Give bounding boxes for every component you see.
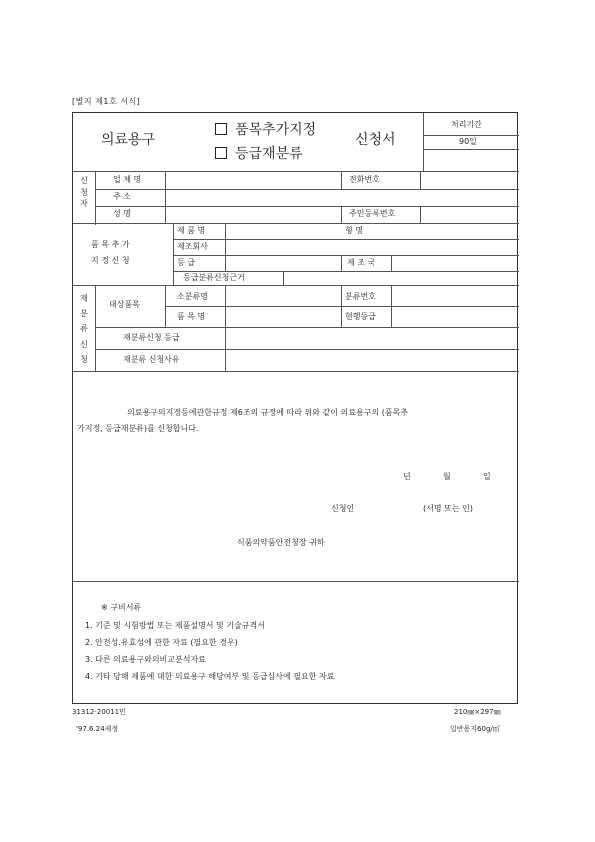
addressee: 식품의약품안전청장 귀하 bbox=[237, 538, 325, 547]
form-title-main: 의료용구 bbox=[101, 132, 156, 148]
paper-type: 일반용지60g/㎡ bbox=[450, 725, 500, 733]
form-code: 31312-20011민 bbox=[72, 708, 126, 716]
product-name-label: 제 품 명 bbox=[177, 226, 206, 235]
item-addition-label-1: 품 목 추 가 bbox=[91, 240, 130, 249]
target-item-label: 대상품목 bbox=[109, 300, 140, 309]
statement-line-1: 의료용구의지정등에관한규정 제6조의 규정에 따라 위와 같이 의료용구의 (품목추 bbox=[127, 408, 409, 417]
statement-line-2: 가지정, 등급재분류)를 신청합니다. bbox=[77, 424, 199, 433]
reclassification-reason-label: 재분류 신청사유 bbox=[123, 355, 180, 364]
form-number-label: [별지 제1호 서식] bbox=[72, 97, 141, 106]
document-item: 1. 기준 및 시험방법 또는 제품설명서 및 기술규격서 bbox=[85, 621, 265, 630]
phone-label: 전화번호 bbox=[349, 175, 380, 184]
option-item-addition[interactable]: 품목추가지정 bbox=[215, 123, 316, 137]
current-grade-label: 현행등급 bbox=[345, 312, 376, 321]
documents-heading: ※ 구비서류 bbox=[101, 603, 142, 612]
grade-basis-label: 등급분류신청근거 bbox=[183, 273, 245, 282]
paper-size: 210㎜×297㎜ bbox=[454, 708, 501, 716]
requested-grade-label: 재분류신청 등급 bbox=[123, 333, 180, 342]
form-title-suffix: 신청서 bbox=[355, 132, 396, 148]
date-day: 일 bbox=[483, 472, 491, 481]
item-addition-label-2: 지 정 신 청 bbox=[91, 256, 130, 265]
application-form bbox=[72, 112, 518, 704]
resident-number-label: 주민등록번호 bbox=[349, 209, 396, 218]
option-grade-reclassification[interactable]: 등급재분류 bbox=[215, 147, 303, 161]
document-item: 3. 다른 의료용구와의비교분석자료 bbox=[85, 655, 206, 664]
checkbox-icon bbox=[215, 147, 227, 159]
date-month: 월 bbox=[443, 472, 451, 481]
applicant-section-label: 신청자 bbox=[80, 176, 88, 209]
document-item: 4. 기타 당해 제품에 대한 의료용구 해당여부 및 등급심사에 필요한 자료 bbox=[85, 672, 335, 681]
company-name-label: 업 체 명 bbox=[113, 175, 142, 184]
document-item: 2. 안전성.유효성에 관한 자료 (필요한 경우) bbox=[85, 638, 238, 647]
type-label: 형 명 bbox=[345, 226, 363, 235]
applicant-sign-label: 신청인 bbox=[331, 504, 355, 513]
reclassification-section-label: 재분류신청 bbox=[80, 294, 88, 364]
processing-period-label: 처리기간 bbox=[451, 120, 482, 129]
grade-label: 등 급 bbox=[177, 258, 195, 267]
manufacturer-label: 제조회사 bbox=[177, 242, 208, 251]
name-label: 성 명 bbox=[113, 209, 131, 218]
address-label: 주 소 bbox=[113, 192, 131, 201]
signature-label: (서명 또는 인) bbox=[423, 504, 473, 513]
country-label: 제 조 국 bbox=[347, 258, 376, 267]
item-name-label: 품 목 명 bbox=[177, 312, 206, 321]
processing-period-value: 90일 bbox=[459, 137, 477, 146]
class-number-label: 분류번호 bbox=[345, 292, 376, 301]
checkbox-icon bbox=[215, 123, 227, 135]
enactment-date: '97.6.24제정 bbox=[76, 725, 119, 733]
date-year: 년 bbox=[403, 472, 411, 481]
sub-class-label: 소분류명 bbox=[177, 292, 208, 301]
